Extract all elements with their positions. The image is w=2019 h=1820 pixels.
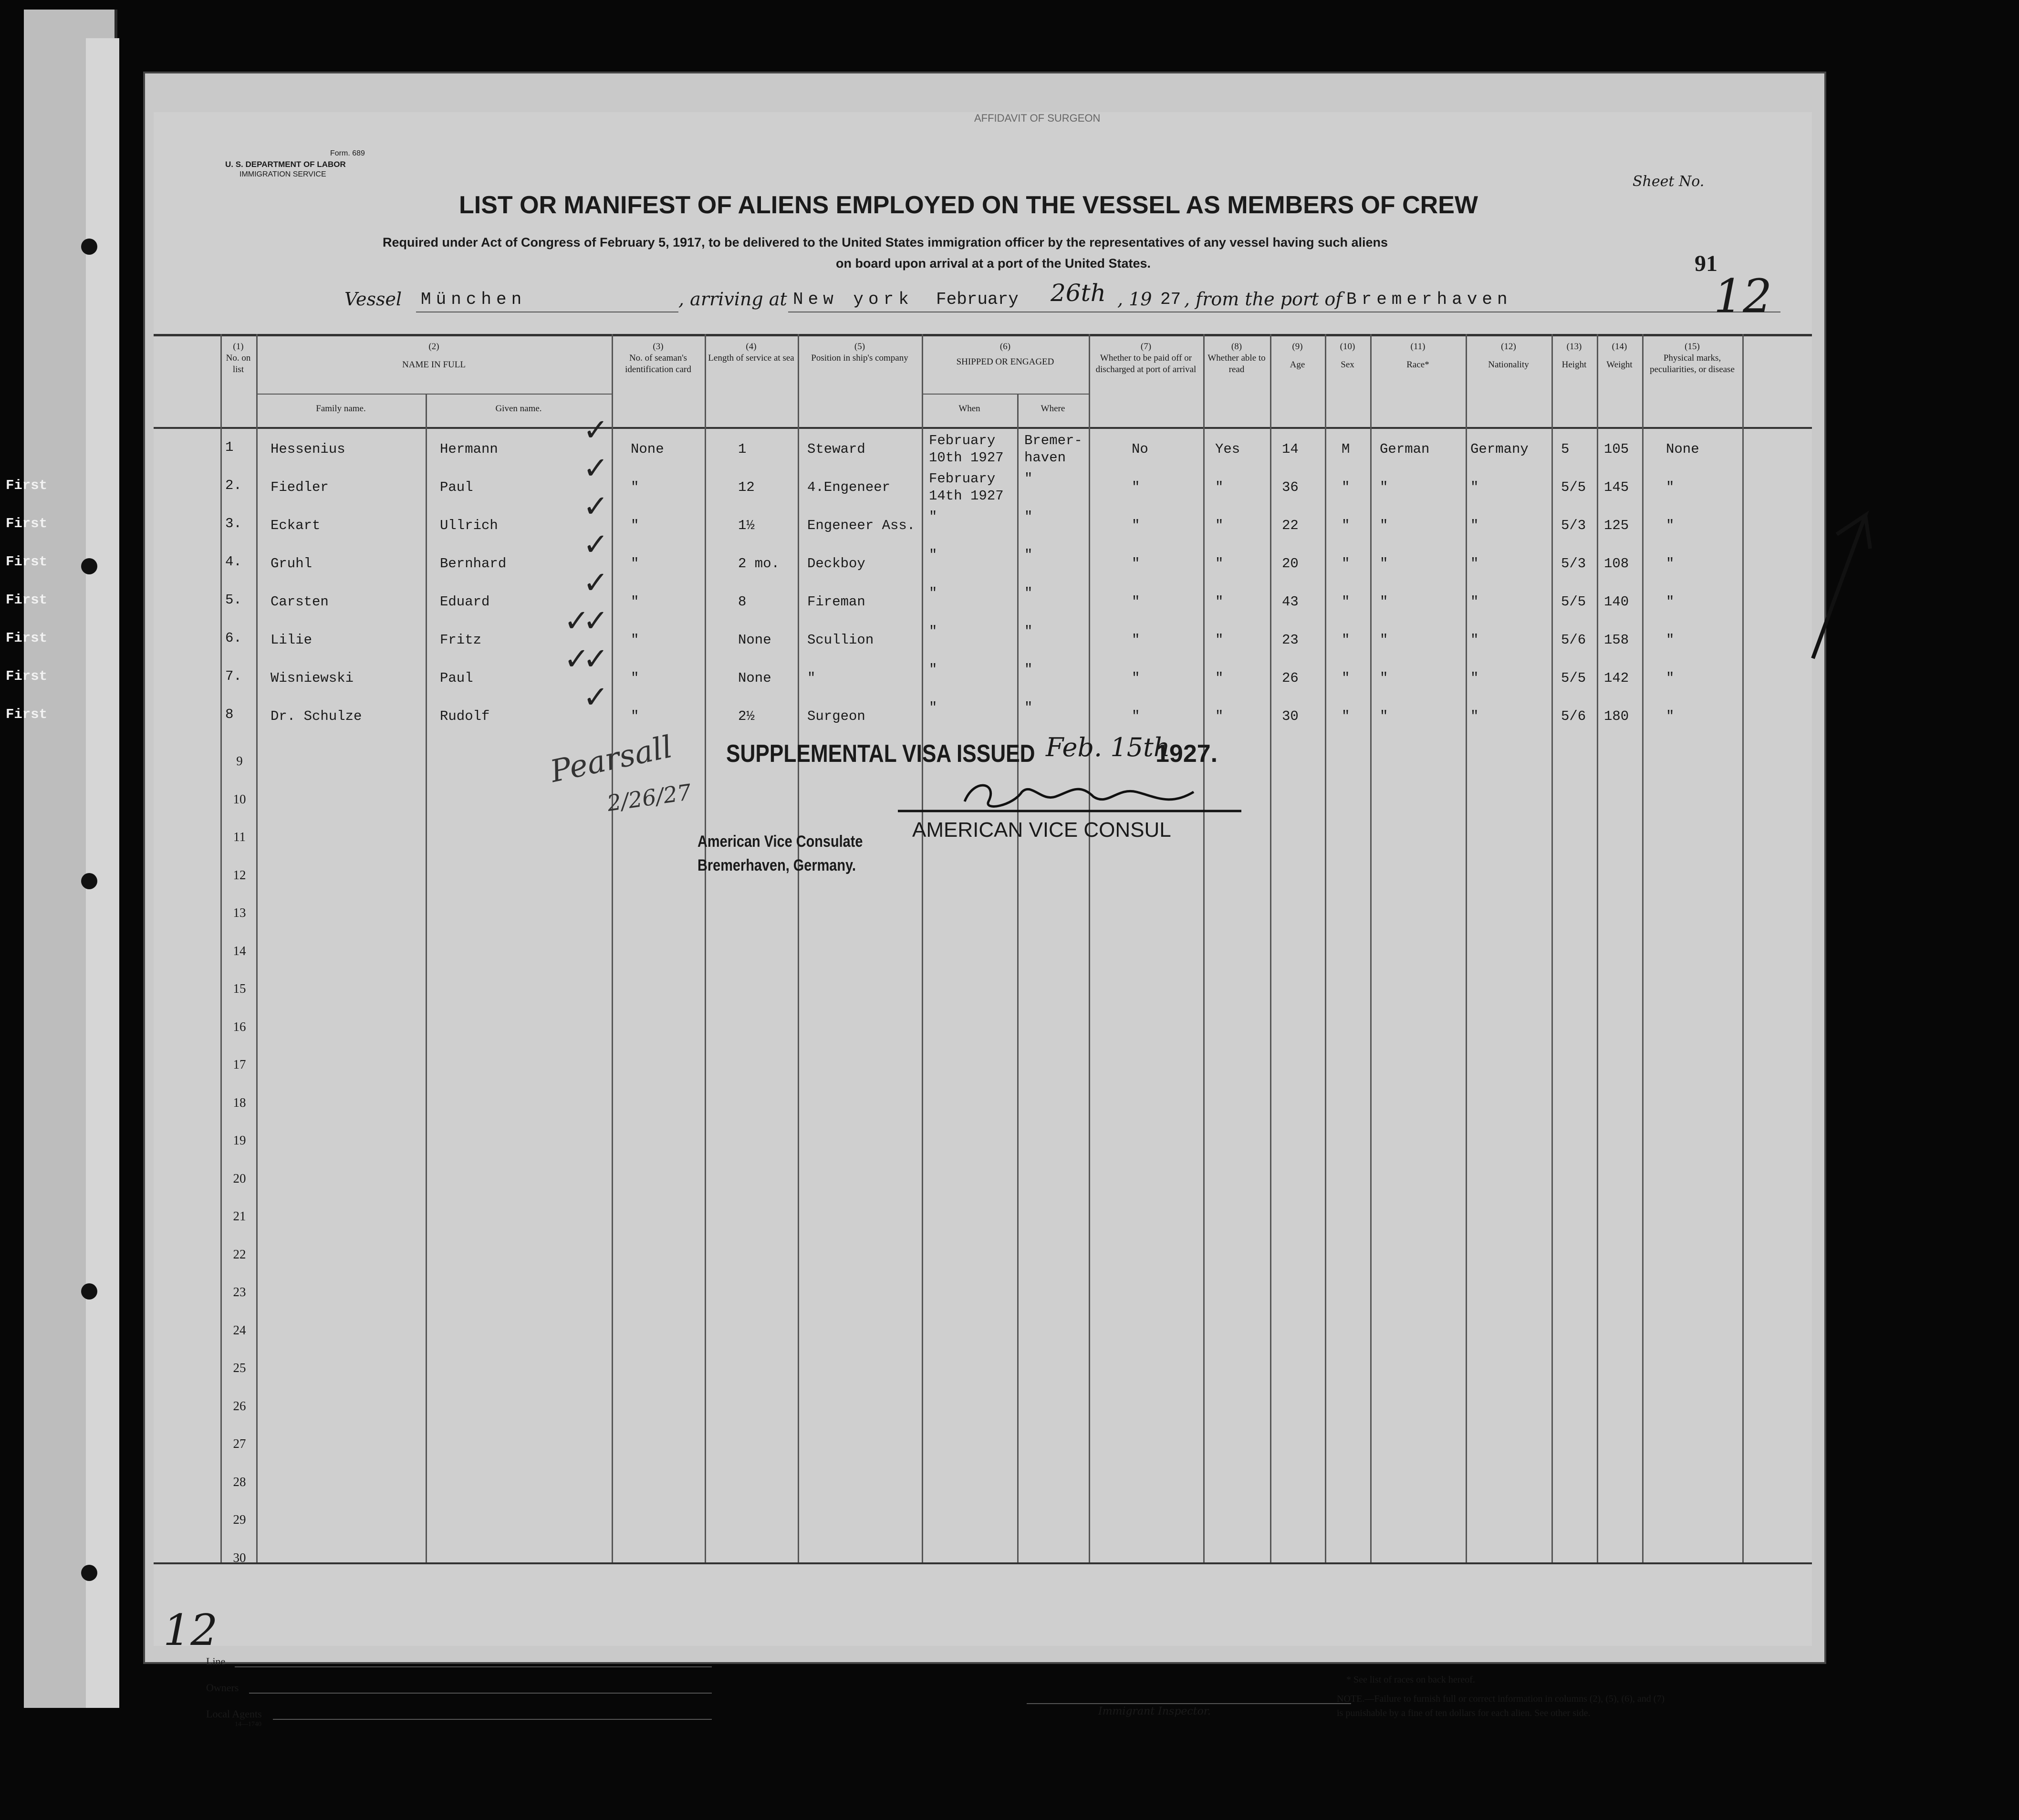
line-label: Line xyxy=(206,1655,226,1667)
shipped-when: February xyxy=(929,433,996,448)
physical-marks: " xyxy=(1666,708,1675,724)
visa-stamp: SUPPLEMENTAL VISA ISSUED xyxy=(726,740,1035,768)
col-13-header: (13) Height xyxy=(1561,342,1587,370)
weight: 108 xyxy=(1604,556,1629,572)
col-6-when: When xyxy=(958,404,980,414)
department: U. S. DEPARTMENT OF LABOR xyxy=(225,160,346,169)
weight: 140 xyxy=(1604,594,1629,610)
weight: 105 xyxy=(1604,441,1629,457)
empty-row-number: 27 xyxy=(233,1436,246,1451)
agents-label: Local Agents xyxy=(206,1708,262,1720)
nationality: " xyxy=(1470,670,1479,686)
given-name: Paul xyxy=(440,479,473,495)
height: 5/6 xyxy=(1561,632,1586,648)
row-number: 8 xyxy=(225,707,234,722)
empty-row-number: 25 xyxy=(233,1361,246,1375)
col-8-header: (8) Whether able to read xyxy=(1207,342,1266,374)
height: 5/5 xyxy=(1561,670,1586,686)
weight: 158 xyxy=(1604,632,1629,648)
check-mark: ✓ xyxy=(583,565,609,601)
sex: " xyxy=(1342,518,1350,533)
inspector-label: Immigrant Inspector. xyxy=(1098,1706,1211,1717)
col-12-header: (12) Nationality xyxy=(1488,342,1529,370)
race: " xyxy=(1380,670,1388,686)
vessel-label: Vessel xyxy=(344,289,402,310)
age: 26 xyxy=(1282,670,1299,686)
inspector-mark: Pearsall xyxy=(547,729,676,790)
sex: " xyxy=(1342,479,1350,495)
nationality: " xyxy=(1470,518,1479,533)
check-mark: ✓ xyxy=(564,642,590,677)
race: " xyxy=(1380,632,1388,648)
physical-marks: " xyxy=(1666,518,1675,533)
physical-marks: " xyxy=(1666,479,1675,495)
empty-row-number: 22 xyxy=(233,1247,246,1261)
page-title: LIST OR MANIFEST OF ALIENS EMPLOYED ON THE VESSEL AS MEMBERS OF CREW xyxy=(459,191,1478,219)
note-line2: is punishable by a fine of ten dollars for each alien. See other side. xyxy=(1337,1708,1591,1718)
able-to-read: " xyxy=(1215,594,1224,610)
empty-row-number: 19 xyxy=(233,1133,246,1147)
nationality: " xyxy=(1470,632,1479,648)
nationality: " xyxy=(1470,708,1479,724)
height: 5/6 xyxy=(1561,708,1586,724)
empty-row-number: 26 xyxy=(233,1398,246,1413)
race: " xyxy=(1380,708,1388,724)
year-prefix: , 19 xyxy=(1117,289,1152,310)
empty-row-number: 30 xyxy=(233,1550,246,1565)
empty-row-number: 24 xyxy=(233,1322,246,1337)
row-margin-note: First xyxy=(6,516,48,531)
paid-off: " xyxy=(1132,632,1140,648)
check-mark: ✓ xyxy=(583,603,609,639)
consulate-line1: American Vice Consulate xyxy=(697,832,863,851)
shipped-when: " xyxy=(929,700,937,716)
race: " xyxy=(1380,518,1388,533)
race: German xyxy=(1380,441,1430,457)
given-name: Eduard xyxy=(440,594,490,610)
owners-label: Owners xyxy=(206,1682,239,1694)
position: Surgeon xyxy=(807,708,865,724)
empty-row-number: 29 xyxy=(233,1512,246,1527)
col-14-header: (14) Weight xyxy=(1606,342,1633,370)
nationality: " xyxy=(1470,594,1479,610)
age: 30 xyxy=(1282,708,1299,724)
paid-off: " xyxy=(1132,479,1140,495)
shipped-where: " xyxy=(1024,700,1033,716)
age: 23 xyxy=(1282,632,1299,648)
sex: " xyxy=(1342,556,1350,572)
physical-marks: " xyxy=(1666,594,1675,610)
shipped-where: " xyxy=(1024,509,1033,525)
weight: 125 xyxy=(1604,518,1629,533)
form-number: Form. 689 xyxy=(330,149,365,157)
given-name: Hermann xyxy=(440,441,498,457)
shipped-when: " xyxy=(929,585,937,601)
row-number: 5. xyxy=(225,592,242,608)
subtitle-line2: on board upon arrival at a port of the United States. xyxy=(836,256,1151,270)
consulate-line2: Bremerhaven, Germany. xyxy=(697,856,856,874)
shipped-when: 14th 1927 xyxy=(929,488,1004,504)
id-card: None xyxy=(631,441,664,457)
family-name: Fiedler xyxy=(271,479,329,495)
year-suffix: 27 xyxy=(1160,290,1181,309)
col-9-header: (9) Age xyxy=(1290,342,1305,370)
shipped-when: " xyxy=(929,662,937,677)
empty-row-number: 23 xyxy=(233,1285,246,1299)
col-7-header: (7) Whether to be paid off or discharged at port of arrival xyxy=(1095,342,1197,374)
position: Scullion xyxy=(807,632,874,648)
service-length: 2 mo. xyxy=(738,556,780,572)
check-mark: ✓ xyxy=(583,489,609,524)
position: Steward xyxy=(807,441,865,457)
id-card: " xyxy=(631,594,639,610)
arriving-label: , arriving at xyxy=(678,289,787,310)
row-margin-note: First xyxy=(6,707,48,722)
shipped-where: Bremer- xyxy=(1024,433,1082,448)
race: " xyxy=(1380,479,1388,495)
top-faint-text: AFFIDAVIT OF SURGEON xyxy=(974,112,1101,124)
able-to-read: " xyxy=(1215,479,1224,495)
sex: " xyxy=(1342,594,1350,610)
race: " xyxy=(1380,594,1388,610)
row-number: 7. xyxy=(225,668,242,684)
position: " xyxy=(807,670,816,686)
sex: " xyxy=(1342,670,1350,686)
vessel-name: München xyxy=(421,290,527,309)
row-number: 3. xyxy=(225,516,242,531)
arrival-day: 26th xyxy=(1051,279,1106,307)
empty-row-number: 11 xyxy=(233,830,246,844)
arrival-port: New york xyxy=(793,290,914,309)
check-mark: ✓ xyxy=(564,603,590,639)
shipped-where: " xyxy=(1024,547,1033,563)
id-card: " xyxy=(631,708,639,724)
height: 5/3 xyxy=(1561,518,1586,533)
able-to-read: " xyxy=(1215,708,1224,724)
paid-off: " xyxy=(1132,556,1140,572)
id-card: " xyxy=(631,479,639,495)
punch-hole xyxy=(81,1565,97,1581)
nationality: " xyxy=(1470,479,1479,495)
col-15-header: (15) Physical marks, peculiarities, or disease xyxy=(1650,342,1735,374)
col-6-where: Where xyxy=(1041,404,1065,414)
table-top-rule xyxy=(154,334,1812,336)
shipped-when: " xyxy=(929,624,937,639)
able-to-read: " xyxy=(1215,518,1224,533)
shipped-where: haven xyxy=(1024,450,1066,466)
col-3-header: (3) No. of seaman's identification card xyxy=(625,342,691,374)
age: 43 xyxy=(1282,594,1299,610)
col-2-family: Family name. xyxy=(316,404,366,414)
service-length: None xyxy=(738,632,771,648)
family-name: Hessenius xyxy=(271,441,345,457)
visa-year: 1927. xyxy=(1155,740,1218,768)
family-name: Wisniewski xyxy=(271,670,354,686)
from-label: , from the port of xyxy=(1184,289,1343,310)
inspector-date: 2/26/27 xyxy=(605,779,693,817)
id-card: " xyxy=(631,518,639,533)
row-number: 4. xyxy=(225,554,242,570)
page-number: 91 xyxy=(1695,251,1717,276)
list-number: 12 xyxy=(1714,270,1772,323)
physical-marks: " xyxy=(1666,670,1675,686)
empty-row-number: 9 xyxy=(236,754,243,768)
paid-off: " xyxy=(1132,708,1140,724)
check-mark: ✓ xyxy=(583,451,609,486)
nationality: Germany xyxy=(1470,441,1529,457)
given-name: Rudolf xyxy=(440,708,490,724)
service-length: 1 xyxy=(738,441,747,457)
sex: " xyxy=(1342,632,1350,648)
col-1-header: (1) No. on list xyxy=(226,342,251,374)
empty-row-number: 21 xyxy=(233,1209,246,1223)
shipped-where: " xyxy=(1024,662,1033,677)
family-name: Gruhl xyxy=(271,556,312,572)
given-name: Paul xyxy=(440,670,473,686)
col-11-header: (11) Race* xyxy=(1406,342,1429,370)
punch-hole xyxy=(81,1283,97,1300)
col-10-header: (10) Sex xyxy=(1340,342,1355,370)
empty-row-number: 17 xyxy=(233,1057,246,1071)
handwritten-list-mark: 12 xyxy=(163,1605,218,1655)
family-name: Lilie xyxy=(271,632,312,648)
family-name: Carsten xyxy=(271,594,329,610)
given-name: Ullrich xyxy=(440,518,498,533)
service: IMMIGRATION SERVICE xyxy=(239,170,326,178)
col-2-given: Given name. xyxy=(495,404,542,414)
row-number: 1 xyxy=(225,439,234,455)
shipped-where: " xyxy=(1024,585,1033,601)
vice-consul-stamp: AMERICAN VICE CONSUL xyxy=(912,818,1171,842)
col-5-header: (5) Position in ship's company xyxy=(811,342,908,363)
visa-date: Feb. 15th xyxy=(1046,732,1170,762)
able-to-read: Yes xyxy=(1215,441,1240,457)
position: Deckboy xyxy=(807,556,865,572)
from-port: Bremerhaven xyxy=(1346,290,1512,309)
note-line1: NOTE.—Failure to furnish full or correct information in columns (2), (5), (6), and (7) xyxy=(1337,1694,1665,1704)
binding-strip xyxy=(24,10,117,1708)
nationality: " xyxy=(1470,556,1479,572)
age: 20 xyxy=(1282,556,1299,572)
empty-row-number: 10 xyxy=(233,791,246,806)
row-margin-note: First xyxy=(6,630,48,646)
empty-row-number: 16 xyxy=(233,1019,246,1034)
col-4-header: (4) Length of service at sea xyxy=(708,342,794,363)
paid-off: No xyxy=(1132,441,1148,457)
empty-row-number: 12 xyxy=(233,867,246,882)
position: 4.Engeneer xyxy=(807,479,891,495)
paid-off: " xyxy=(1132,594,1140,610)
height: 5 xyxy=(1561,441,1570,457)
family-name: Dr. Schulze xyxy=(271,708,362,724)
empty-row-number: 18 xyxy=(233,1095,246,1110)
row-margin-note: First xyxy=(6,478,48,493)
row-margin-note: First xyxy=(6,592,48,608)
col-2-header: (2) NAME IN FULL xyxy=(402,342,466,370)
shipped-where: " xyxy=(1024,624,1033,639)
height: 5/5 xyxy=(1561,594,1586,610)
punch-hole xyxy=(81,239,97,255)
row-margin-note: First xyxy=(6,668,48,684)
able-to-read: " xyxy=(1215,556,1224,572)
physical-marks: " xyxy=(1666,556,1675,572)
position: Engeneer Ass. xyxy=(807,518,916,533)
able-to-read: " xyxy=(1215,632,1224,648)
races-note: * See list of races on back hereof. xyxy=(1346,1674,1475,1685)
sex: " xyxy=(1342,708,1350,724)
sheet-label: Sheet No. xyxy=(1633,173,1705,190)
check-mark: ✓ xyxy=(583,527,609,562)
check-mark: ✓ xyxy=(583,413,609,448)
check-mark: ✓ xyxy=(583,680,609,715)
empty-row-number: 20 xyxy=(233,1171,246,1186)
sex: M xyxy=(1342,441,1350,457)
weight: 180 xyxy=(1604,708,1629,724)
physical-marks: None xyxy=(1666,441,1699,457)
age: 22 xyxy=(1282,518,1299,533)
height: 5/5 xyxy=(1561,479,1586,495)
arrow-mark xyxy=(1808,506,1913,668)
empty-row-number: 14 xyxy=(233,943,246,958)
id-card: " xyxy=(631,556,639,572)
paid-off: " xyxy=(1132,518,1140,533)
shipped-where: " xyxy=(1024,471,1033,487)
service-length: 8 xyxy=(738,594,747,610)
given-name: Bernhard xyxy=(440,556,507,572)
row-number: 6. xyxy=(225,630,242,646)
service-length: None xyxy=(738,670,771,686)
shipped-when: " xyxy=(929,509,937,525)
able-to-read: " xyxy=(1215,670,1224,686)
service-length: 2½ xyxy=(738,708,755,724)
weight: 142 xyxy=(1604,670,1629,686)
id-card: " xyxy=(631,632,639,648)
service-length: 12 xyxy=(738,479,755,495)
weight: 145 xyxy=(1604,479,1629,495)
row-number: 2. xyxy=(225,478,242,493)
punch-hole xyxy=(81,558,97,574)
physical-marks: " xyxy=(1666,632,1675,648)
check-mark: ✓ xyxy=(583,642,609,677)
row-margin-note: First xyxy=(6,554,48,570)
given-name: Fritz xyxy=(440,632,482,648)
height: 5/3 xyxy=(1561,556,1586,572)
shipped-when: February xyxy=(929,471,996,487)
position: Fireman xyxy=(807,594,865,610)
shipped-when: " xyxy=(929,547,937,563)
age: 36 xyxy=(1282,479,1299,495)
empty-row-number: 13 xyxy=(233,905,246,920)
arrival-month: February xyxy=(936,290,1019,309)
shipped-when: 10th 1927 xyxy=(929,450,1004,466)
empty-row-number: 28 xyxy=(233,1474,246,1489)
empty-row-number: 15 xyxy=(233,981,246,996)
family-name: Eckart xyxy=(271,518,321,533)
paid-off: " xyxy=(1132,670,1140,686)
id-card: " xyxy=(631,670,639,686)
consul-signature xyxy=(888,773,1251,825)
form-code: 14—1740 xyxy=(235,1721,261,1728)
age: 14 xyxy=(1282,441,1299,457)
subtitle-line1: Required under Act of Congress of February 5, 1917, to be delivered to the United States immigration officer by the representatives of any vessel having such aliens xyxy=(383,235,1388,250)
race: " xyxy=(1380,556,1388,572)
punch-hole xyxy=(81,873,97,889)
manifest-sheet xyxy=(6,112,1812,1728)
col-6-header: (6) SHIPPED OR ENGAGED xyxy=(956,342,1054,367)
service-length: 1½ xyxy=(738,518,755,533)
